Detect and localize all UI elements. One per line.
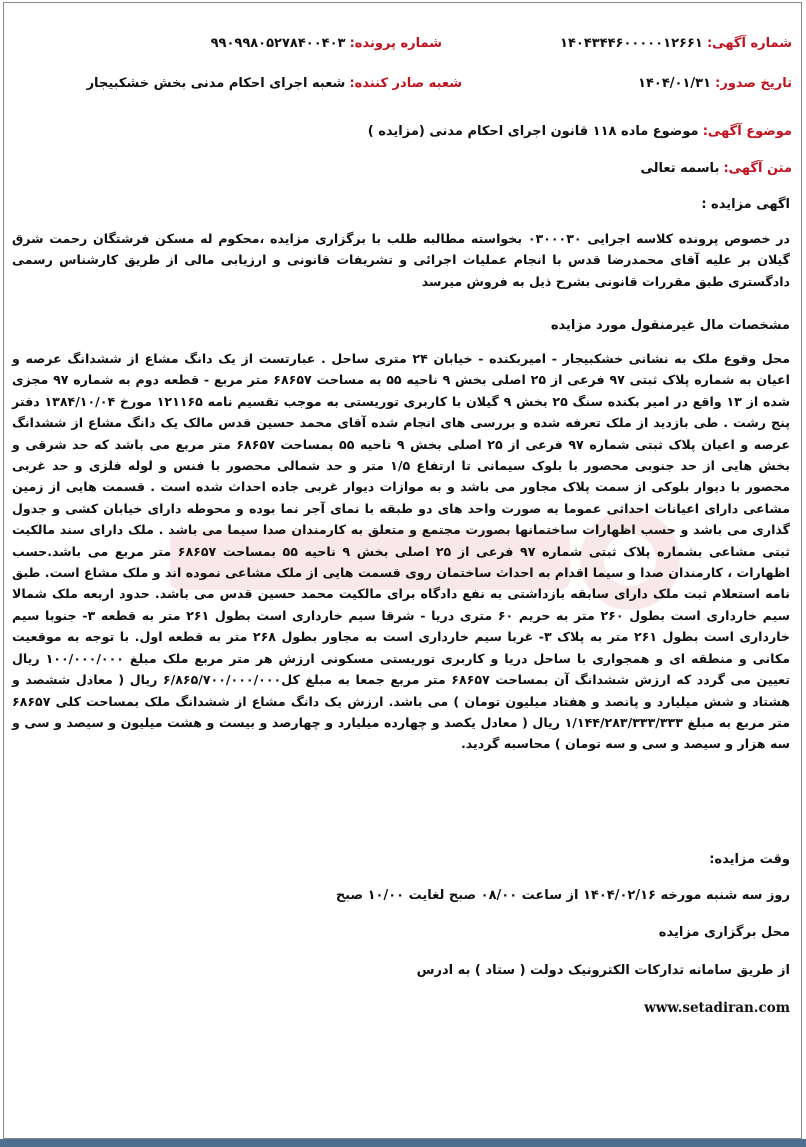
body-intro-value: باسمه تعالی (640, 161, 720, 176)
subject-value: موضوع ماده ۱۱۸ قانون اجرای احکام مدنی (مزایده ) (367, 124, 699, 139)
issuer-value: شعبه اجرای احکام مدنی بخش خشکبیجار (86, 76, 346, 91)
issue-date (638, 76, 792, 91)
auction-heading: اگهی مزایده : (701, 197, 790, 212)
issuer (87, 76, 462, 91)
time-value: روز سه شنبه مورخه ۱۴۰۴/۰۲/۱۶ از ساعت ۰۸/۰۰ صبح لغایت ۱۰/۰۰ صبح (335, 888, 790, 903)
subject (368, 124, 792, 139)
place-heading: محل برگزاری مزایده (658, 925, 790, 940)
website-link[interactable]: www.setadiran.com (644, 1000, 790, 1016)
property-heading: مشخصات مال غیرمنقول مورد مزایده (550, 318, 790, 333)
issue-date-label: تاریخ صدور: (715, 76, 792, 91)
bottom-bar (0, 1139, 806, 1147)
place-value: از طریق سامانه تدارکات الکترونیک دولت ( ستاد ) به ادرس (416, 963, 790, 978)
time-heading: وقت مزایده: (709, 852, 790, 867)
intro-paragraph: در خصوص پرونده کلاسه اجرایی ۰۳۰۰۰۳۰ بخواسته مطالبه طلب با برگزاری مزایده ،محکوم له مسکن فرشتگان رحمت شرق گیلان بر علیه آقای محمدرضا قدس با انجام عملیات اجرائی و تشریفات قانونی و ارزیابی مالی از طریق کارشناس رسمی دادگستری طبق مقررات قانونی بشرح ذیل به فروش میرسد (12, 231, 790, 289)
body-intro-label: متن آگهی: (723, 161, 792, 176)
case-number-label: شماره پرونده: (349, 36, 442, 51)
issuer-label: شعبه صادر کننده: (349, 76, 462, 91)
notice-number (560, 36, 792, 51)
notice-number-value: ۱۴۰۴۳۴۴۶۰۰۰۰۰۱۲۶۶۱ (560, 36, 703, 51)
case-number-value: ۹۹۰۹۹۸۰۵۲۷۸۴۰۰۴۰۳ (210, 36, 346, 51)
subject-label: موضوع آگهی: (702, 124, 792, 139)
property-paragraph: محل وقوع ملک به نشانی خشکبیجار - امیربکنده - خیابان ۲۴ متری ساحل . عبارتست از یک دانگ مشاع از ششدانگ عرصه و اعیان به شماره پلاک ثبتی ۹۷ فرعی از ۲۵ اصلی بخش ۹ ناحیه ۵۵ به مساحت ۶۸۶۵۷ متر مربع - قطعه دوم به شماره ۹۷ مجزی شده از ۱۳ واقع در امیر بکنده سنگ ۲۵ بخش ۹ گیلان با کاربری توریستی به موجب تقسیم نامه ۱۲۱۱۶۵ مورخ ۱۳۸۴/۱۰/۰۴ دفتر پنج رشت . طی بازدید از ملک تعرفه شده و بررسی های انجام شده آقای محمد حسین قدس مالک یک دانگ مشاع از ششدانگ عرصه و اعیان پلاک ثبتی شماره ۹۷ فرعی از ۲۵ اصلی بخش ۹ ناحیه ۵۵ بمساحت ۶۸۶۵۷ متر مربع می باشد که حد شرقی و بخش هایی از حد جنوبی محصور با بلوک سیمانی تا ارتفاع ۱/۵ متر و حد شمالی محصور با فنس و لوله فلزی و حد غربی محصور با دیوار بلوکی از سمت پلاک مجاور می باشد و به موازات دیوار غربی جاده احداث شده است . قسمت هایی از زمین مشاعی دارای اعیانات احداثی عموما به صورت واحد های دو طبقه با نمای آجر نما بوده و محوطه دارای خیابان کشی و جدول گذاری می باشد و حسب اظهارات ساختمانها بصورت مجتمع و متعلق به کارمندان صدا سیما می باشد . ملک دارای سند مالکیت ثبتی مشاعی بشماره پلاک ثبتی شماره ۹۷ فرعی از ۲۵ اصلی بخش ۹ ناحیه ۵۵ بمساحت ۶۸۶۵۷ متر مربع می باشد.حسب اظهارات ، کارمندان صدا و سیما اقدام به احداث ساختمان روی قسمت هایی از ملک مشاعی نموده اند و ملک مشاع است. طبق نامه استعلام ثبت ملک دارای سابقه بازداشتی به نفع دادگاه برای مالکیت محمد حسین قدس می باشد. حدود اربعه ملک شمالا سیم خارداری است بطول ۲۶۰ متر به حریم ۶۰ متری دریا - شرقا سیم خارداری است بطول ۲۶۱ متر به قطعه ۳- جنوبا سیم خارداری است بطول ۲۶۱ متر به پلاک ۳- غربا سیم خارداری است به مجاور بطول ۲۶۸ متر به قطعه اول. با توجه به موقعیت مکانی و منطقه ای و همجواری با ساحل دریا و کاربری توریستی مسکونی ارزش هر متر مربع ملک مبلغ ۱۰۰/۰۰۰/۰۰۰ ریال تعیین می گردد که ارزش ششدانگ آن بمساحت ۶۸۶۵۷ متر مربع جمعا به مبلغ کل۶/۸۶۵/۷۰۰/۰۰۰/۰۰۰ ریال ( معادل ششصد و هشتاد و شش میلیارد و پانصد و هفتاد میلیون تومان ) می باشد. ارزش یک دانگ مشاع از ششدانگ ملک بمساحت کلی ۶۸۶۵۷ متر مربع به مبلغ ۱/۱۴۴/۲۸۳/۳۳۳/۳۳۳ ریال ( معادل یکصد و چهارده میلیارد و چهارصد و بیست و هشت میلیون و سیصد و سی و سه هزار و سیصد و سی و سه تومان ) محاسبه گردید. (12, 351, 791, 752)
notice-number-label: شماره آگهی: (706, 36, 792, 51)
issue-date-value: ۱۴۰۴/۰۱/۳۱ (638, 76, 711, 91)
body-intro (641, 161, 792, 176)
case-number (211, 36, 442, 51)
